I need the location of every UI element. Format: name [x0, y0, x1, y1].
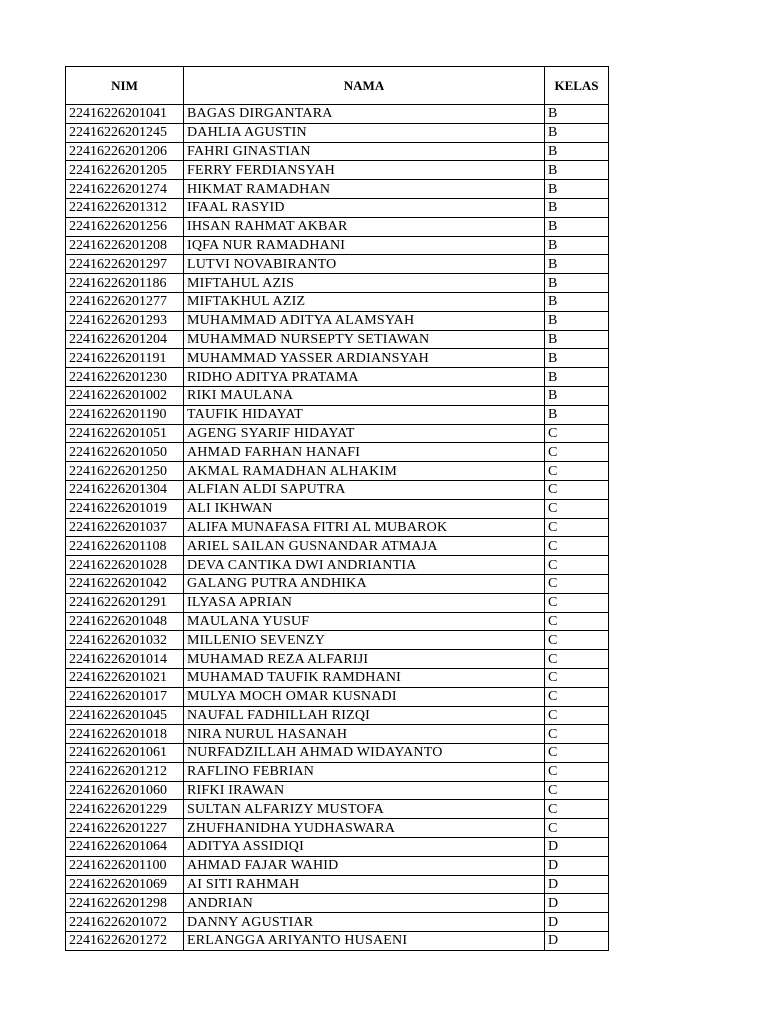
nama-cell: ARIEL SAILAN GUSNANDAR ATMAJA — [184, 537, 545, 556]
nim-cell: 22416226201206 — [66, 142, 184, 161]
nama-cell: IHSAN RAHMAT AKBAR — [184, 217, 545, 236]
nim-cell: 22416226201002 — [66, 386, 184, 405]
table-row — [66, 744, 609, 763]
nama-cell: RIFKI IRAWAN — [184, 781, 545, 800]
nama-cell: ALFIAN ALDI SAPUTRA — [184, 480, 545, 499]
nim-cell: 22416226201014 — [66, 650, 184, 669]
kelas-cell: B — [545, 105, 609, 124]
nim-cell: 22416226201050 — [66, 443, 184, 462]
nama-cell: AHMAD FARHAN HANAFI — [184, 443, 545, 462]
table-row — [66, 650, 609, 669]
nim-cell: 22416226201108 — [66, 537, 184, 556]
kelas-cell: C — [545, 612, 609, 631]
nama-cell: ILYASA APRIAN — [184, 593, 545, 612]
kelas-cell: B — [545, 198, 609, 217]
table-row — [66, 725, 609, 744]
nim-cell: 22416226201274 — [66, 180, 184, 199]
kelas-cell: B — [545, 368, 609, 387]
table-row — [66, 856, 609, 875]
table-row — [66, 668, 609, 687]
nim-cell: 22416226201018 — [66, 725, 184, 744]
kelas-cell: B — [545, 236, 609, 255]
kelas-cell: B — [545, 142, 609, 161]
kelas-cell: B — [545, 161, 609, 180]
nama-cell: FAHRI GINASTIAN — [184, 142, 545, 161]
nama-cell: MUHAMMAD YASSER ARDIANSYAH — [184, 349, 545, 368]
nim-cell: 22416226201037 — [66, 518, 184, 537]
kelas-cell: C — [545, 499, 609, 518]
kelas-cell: C — [545, 744, 609, 763]
nama-cell: AKMAL RAMADHAN ALHAKIM — [184, 462, 545, 481]
nama-cell: MAULANA YUSUF — [184, 612, 545, 631]
header-kelas: KELAS — [545, 67, 609, 105]
kelas-cell: C — [545, 443, 609, 462]
nim-cell: 22416226201298 — [66, 894, 184, 913]
nim-cell: 22416226201190 — [66, 405, 184, 424]
kelas-cell: D — [545, 932, 609, 951]
nim-cell: 22416226201304 — [66, 480, 184, 499]
nim-cell: 22416226201051 — [66, 424, 184, 443]
table-row — [66, 405, 609, 424]
table-row — [66, 894, 609, 913]
kelas-cell: B — [545, 180, 609, 199]
nama-cell: RAFLINO FEBRIAN — [184, 762, 545, 781]
table-row — [66, 443, 609, 462]
table-row — [66, 781, 609, 800]
table-row — [66, 631, 609, 650]
table-row — [66, 292, 609, 311]
kelas-cell: B — [545, 274, 609, 293]
table-row — [66, 180, 609, 199]
kelas-cell: C — [545, 631, 609, 650]
nim-cell: 22416226201212 — [66, 762, 184, 781]
header-nim: NIM — [66, 67, 184, 105]
kelas-cell: C — [545, 480, 609, 499]
kelas-cell: C — [545, 819, 609, 838]
nama-cell: MUHAMAD REZA ALFARIJI — [184, 650, 545, 669]
nama-cell: NURFADZILLAH AHMAD WIDAYANTO — [184, 744, 545, 763]
kelas-cell: B — [545, 386, 609, 405]
kelas-cell: D — [545, 875, 609, 894]
kelas-cell: B — [545, 330, 609, 349]
nama-cell: MUHAMMAD ADITYA ALAMSYAH — [184, 311, 545, 330]
kelas-cell: C — [545, 537, 609, 556]
table-row — [66, 198, 609, 217]
table-row — [66, 311, 609, 330]
nama-cell: AGENG SYARIF HIDAYAT — [184, 424, 545, 443]
kelas-cell: B — [545, 123, 609, 142]
table-row — [66, 368, 609, 387]
nim-cell: 22416226201208 — [66, 236, 184, 255]
nama-cell: ALI IKHWAN — [184, 499, 545, 518]
nama-cell: TAUFIK HIDAYAT — [184, 405, 545, 424]
nim-cell: 22416226201064 — [66, 838, 184, 857]
table-row — [66, 105, 609, 124]
nama-cell: FERRY FERDIANSYAH — [184, 161, 545, 180]
table-row — [66, 574, 609, 593]
kelas-cell: C — [545, 687, 609, 706]
kelas-cell: C — [545, 725, 609, 744]
nama-cell: IFAAL RASYID — [184, 198, 545, 217]
student-table-sheet — [65, 66, 608, 951]
nama-cell: AI SITI RAHMAH — [184, 875, 545, 894]
nim-cell: 22416226201191 — [66, 349, 184, 368]
kelas-cell: C — [545, 762, 609, 781]
kelas-cell: B — [545, 217, 609, 236]
kelas-cell: C — [545, 556, 609, 575]
table-row — [66, 217, 609, 236]
kelas-cell: D — [545, 913, 609, 932]
nim-cell: 22416226201042 — [66, 574, 184, 593]
kelas-cell: C — [545, 518, 609, 537]
nim-cell: 22416226201272 — [66, 932, 184, 951]
table-row — [66, 537, 609, 556]
kelas-cell: C — [545, 462, 609, 481]
nama-cell: ZHUFHANIDHA YUDHASWARA — [184, 819, 545, 838]
nim-cell: 22416226201291 — [66, 593, 184, 612]
nama-cell: ERLANGGA ARIYANTO HUSAENI — [184, 932, 545, 951]
nama-cell: SULTAN ALFARIZY MUSTOFA — [184, 800, 545, 819]
nama-cell: MUHAMAD TAUFIK RAMDHANI — [184, 668, 545, 687]
nim-cell: 22416226201293 — [66, 311, 184, 330]
kelas-cell: D — [545, 856, 609, 875]
nama-cell: RIKI MAULANA — [184, 386, 545, 405]
table-row — [66, 424, 609, 443]
table-row — [66, 913, 609, 932]
table-row — [66, 386, 609, 405]
nama-cell: HIKMAT RAMADHAN — [184, 180, 545, 199]
nama-cell: AHMAD FAJAR WAHID — [184, 856, 545, 875]
nama-cell: ADITYA ASSIDIQI — [184, 838, 545, 857]
kelas-cell: C — [545, 781, 609, 800]
nim-cell: 22416226201032 — [66, 631, 184, 650]
nim-cell: 22416226201072 — [66, 913, 184, 932]
table-row — [66, 480, 609, 499]
table-row — [66, 875, 609, 894]
kelas-cell: C — [545, 574, 609, 593]
kelas-cell: C — [545, 424, 609, 443]
kelas-cell: B — [545, 255, 609, 274]
table-row — [66, 612, 609, 631]
table-row — [66, 518, 609, 537]
kelas-cell: D — [545, 894, 609, 913]
kelas-cell: C — [545, 800, 609, 819]
table-row — [66, 819, 609, 838]
nama-cell: DAHLIA AGUSTIN — [184, 123, 545, 142]
nim-cell: 22416226201205 — [66, 161, 184, 180]
header-nama: NAMA — [184, 67, 545, 105]
table-body — [66, 105, 609, 951]
nama-cell: MILLENIO SEVENZY — [184, 631, 545, 650]
table-row — [66, 687, 609, 706]
nama-cell: DANNY AGUSTIAR — [184, 913, 545, 932]
nama-cell: BAGAS DIRGANTARA — [184, 105, 545, 124]
nama-cell: NIRA NURUL HASANAH — [184, 725, 545, 744]
table-row — [66, 255, 609, 274]
nim-cell: 22416226201230 — [66, 368, 184, 387]
table-row — [66, 330, 609, 349]
kelas-cell: B — [545, 349, 609, 368]
table-row — [66, 236, 609, 255]
nim-cell: 22416226201312 — [66, 198, 184, 217]
nama-cell: MULYA MOCH OMAR KUSNADI — [184, 687, 545, 706]
kelas-cell: C — [545, 706, 609, 725]
nim-cell: 22416226201061 — [66, 744, 184, 763]
kelas-cell: C — [545, 650, 609, 669]
nim-cell: 22416226201229 — [66, 800, 184, 819]
table-row — [66, 706, 609, 725]
nama-cell: IQFA NUR RAMADHANI — [184, 236, 545, 255]
table-row — [66, 556, 609, 575]
nim-cell: 22416226201019 — [66, 499, 184, 518]
kelas-cell: B — [545, 292, 609, 311]
table-row — [66, 838, 609, 857]
nama-cell: MIFTAKHUL AZIZ — [184, 292, 545, 311]
table-row — [66, 274, 609, 293]
kelas-cell: B — [545, 311, 609, 330]
nim-cell: 22416226201100 — [66, 856, 184, 875]
nim-cell: 22416226201297 — [66, 255, 184, 274]
table-row — [66, 762, 609, 781]
table-row — [66, 349, 609, 368]
nim-cell: 22416226201045 — [66, 706, 184, 725]
nama-cell: MIFTAHUL AZIS — [184, 274, 545, 293]
nim-cell: 22416226201021 — [66, 668, 184, 687]
nim-cell: 22416226201250 — [66, 462, 184, 481]
nim-cell: 22416226201245 — [66, 123, 184, 142]
nama-cell: LUTVI NOVABIRANTO — [184, 255, 545, 274]
nama-cell: MUHAMMAD NURSEPTY SETIAWAN — [184, 330, 545, 349]
table-header-row — [66, 67, 609, 105]
nim-cell: 22416226201041 — [66, 105, 184, 124]
nama-cell: ALIFA MUNAFASA FITRI AL MUBAROK — [184, 518, 545, 537]
nama-cell: DEVA CANTIKA DWI ANDRIANTIA — [184, 556, 545, 575]
kelas-cell: B — [545, 405, 609, 424]
kelas-cell: C — [545, 593, 609, 612]
kelas-cell: C — [545, 668, 609, 687]
table-row — [66, 932, 609, 951]
nim-cell: 22416226201048 — [66, 612, 184, 631]
table-row — [66, 123, 609, 142]
nim-cell: 22416226201060 — [66, 781, 184, 800]
nim-cell: 22416226201256 — [66, 217, 184, 236]
table-row — [66, 593, 609, 612]
nim-cell: 22416226201069 — [66, 875, 184, 894]
kelas-cell: D — [545, 838, 609, 857]
nim-cell: 22416226201186 — [66, 274, 184, 293]
nama-cell: GALANG PUTRA ANDHIKA — [184, 574, 545, 593]
nim-cell: 22416226201277 — [66, 292, 184, 311]
nim-cell: 22416226201204 — [66, 330, 184, 349]
table-row — [66, 462, 609, 481]
nim-cell: 22416226201227 — [66, 819, 184, 838]
nim-cell: 22416226201028 — [66, 556, 184, 575]
nama-cell: NAUFAL FADHILLAH RIZQI — [184, 706, 545, 725]
nama-cell: ANDRIAN — [184, 894, 545, 913]
nama-cell: RIDHO ADITYA PRATAMA — [184, 368, 545, 387]
table-row — [66, 142, 609, 161]
table-row — [66, 161, 609, 180]
table-row — [66, 499, 609, 518]
student-table — [65, 66, 609, 951]
table-row — [66, 800, 609, 819]
nim-cell: 22416226201017 — [66, 687, 184, 706]
